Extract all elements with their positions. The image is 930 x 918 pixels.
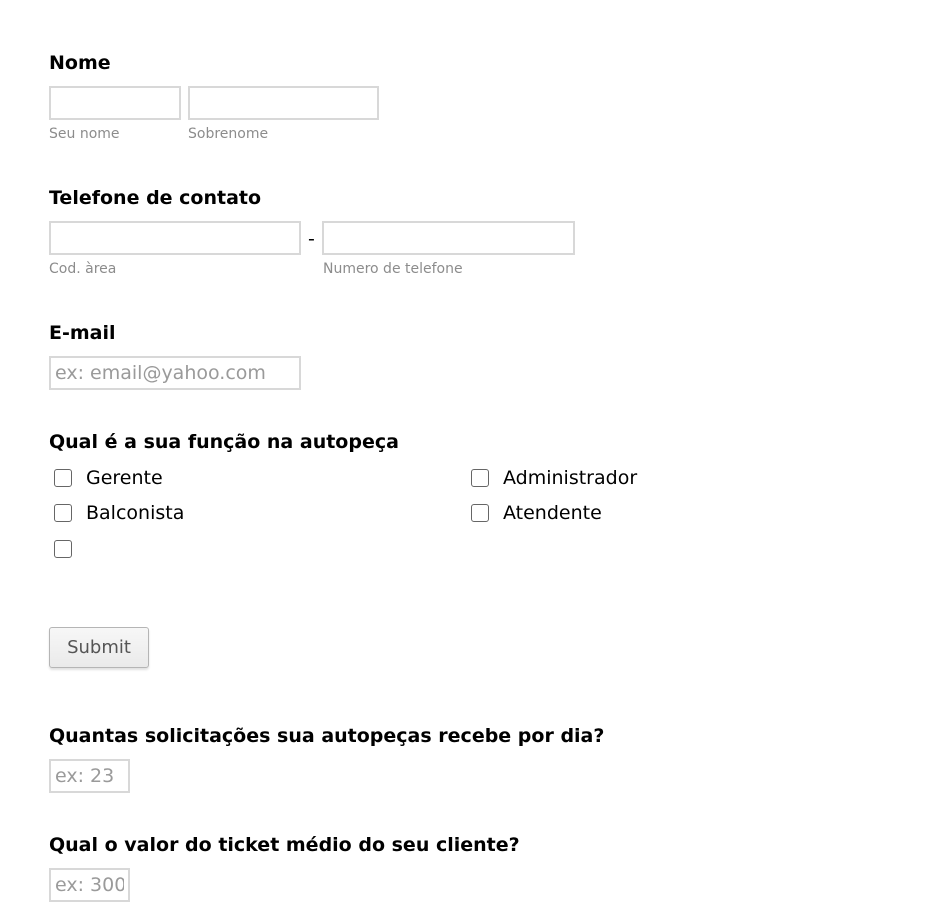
submit-button[interactable]: Submit	[49, 627, 149, 668]
requests-label: Quantas solicitações sua autopeças recebe por dia?	[49, 725, 605, 747]
checkbox-other[interactable]	[54, 540, 72, 558]
checkbox-balconista[interactable]	[54, 504, 72, 522]
ticket-input[interactable]	[49, 868, 130, 902]
role-option-atendente[interactable]	[471, 501, 602, 525]
role-option-administrador[interactable]	[471, 466, 637, 490]
role-option-label: Administrador	[503, 467, 638, 489]
requests-input[interactable]	[49, 759, 130, 793]
phone-label: Telefone de contato	[49, 187, 262, 209]
first-name-input[interactable]	[49, 86, 181, 120]
checkbox-gerente[interactable]	[54, 469, 72, 487]
role-option-label: Atendente	[503, 502, 602, 524]
role-option-gerente[interactable]	[54, 466, 163, 490]
email-input[interactable]	[49, 356, 301, 390]
area-code-input[interactable]	[49, 221, 301, 255]
checkbox-atendente[interactable]	[471, 504, 489, 522]
first-name-sublabel: Seu nome	[49, 126, 120, 142]
role-option-label: Gerente	[86, 467, 163, 489]
last-name-sublabel: Sobrenome	[188, 126, 269, 142]
area-code-sublabel: Cod. àrea	[49, 261, 117, 277]
role-option-balconista[interactable]	[54, 501, 184, 525]
last-name-input[interactable]	[188, 86, 379, 120]
email-label: E-mail	[49, 322, 116, 344]
role-option-label: Balconista	[86, 502, 185, 524]
name-label: Nome	[49, 52, 111, 74]
phone-number-sublabel: Numero de telefone	[323, 261, 463, 277]
role-label: Qual é a sua função na autopeça	[49, 431, 399, 453]
checkbox-administrador[interactable]	[471, 469, 489, 487]
phone-number-input[interactable]	[322, 221, 575, 255]
ticket-label: Qual o valor do ticket médio do seu cliente?	[49, 834, 520, 856]
phone-separator: -	[308, 228, 315, 250]
role-option-other[interactable]	[54, 537, 86, 561]
